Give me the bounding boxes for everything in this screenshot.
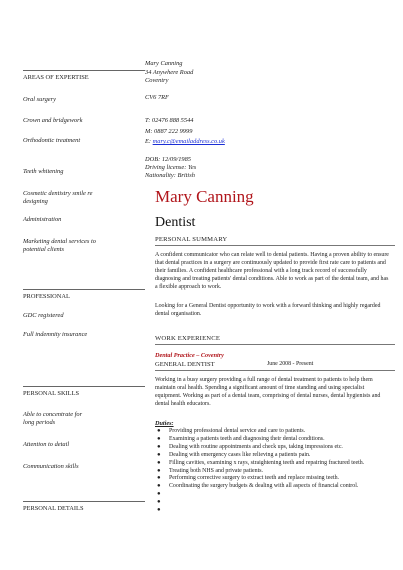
skill-item: Communication skills	[23, 463, 79, 470]
duties-label: Duties:	[155, 420, 174, 427]
duty-text: Providing professional dental service and care to patients.	[169, 428, 306, 434]
area-item: Orthodontic treatment	[23, 137, 81, 144]
area-item: Cosmetic dentistry smile re designing	[23, 190, 93, 205]
duty-text	[169, 507, 170, 513]
bullet-icon: ●	[157, 491, 161, 498]
contact-name: Mary Canning	[145, 60, 183, 67]
divider	[23, 289, 145, 290]
driving-license: Driving license: Yes	[145, 164, 197, 171]
duties-list	[155, 428, 395, 515]
bullet-icon: ●	[157, 459, 161, 466]
divider	[23, 386, 145, 387]
bullet-icon: ●	[157, 467, 161, 474]
area-item: Oral surgery	[23, 96, 56, 103]
summary-text: A confident communicator who can relate well to dental patients. Having a proven ability to ensure that dental practices in a surgery are continuously updated to provide first rate care to patients and their families. A confident healthcare professional with a long track record of successfully diagnosing and treating patients' dental conditions. Able to work as part of the dental team, and has a flexible approach to work.	[155, 252, 389, 290]
list-item	[155, 460, 395, 468]
area-item: Marketing dental services to potential clients	[23, 238, 96, 253]
job-title: Dentist	[155, 215, 196, 230]
area-item: Crown and bridgework	[23, 117, 83, 124]
list-item	[155, 507, 395, 515]
skill-item: Able to concentrate for long periods	[23, 411, 83, 426]
bullet-icon: ●	[157, 507, 161, 514]
professional-item: Full indemnity insurance	[23, 331, 88, 338]
duty-text	[169, 491, 170, 497]
date-of-birth: DOB: 12/09/1985	[145, 156, 191, 163]
postcode: CV6 7RF	[145, 94, 169, 101]
experience-heading: WORK EXPERIENCE	[155, 335, 221, 342]
email-link[interactable]: mary.c@emailaddress.co.uk	[152, 138, 225, 145]
email-row	[145, 138, 225, 146]
duty-text: Treating both NHS and private patients.	[169, 467, 264, 474]
area-item: Administration	[23, 216, 62, 223]
skill-item: Attention to detail	[23, 441, 70, 448]
employer: Dental Practice – Coventry	[155, 352, 224, 359]
nationality: Nationality: British	[145, 172, 195, 179]
bullet-icon: ●	[157, 483, 161, 490]
divider	[23, 70, 145, 71]
mobile: M: 0887 222 9999	[145, 128, 193, 135]
address-line-2: Coventry	[145, 77, 169, 84]
divider	[155, 370, 395, 371]
telephone: T: 02476 888 5544	[145, 117, 194, 124]
professional-item: GDC registered	[23, 312, 64, 319]
area-item: Teeth whitening	[23, 168, 64, 175]
personal-skills-heading: PERSONAL SKILLS	[23, 390, 80, 397]
summary-objective: Looking for a General Dentist opportunity to work with a forward thinking and highly regarded dental organisation.	[155, 303, 381, 317]
list-item	[155, 483, 395, 491]
bullet-icon: ●	[157, 475, 161, 482]
duty-text: Examining a patients teeth and diagnosing their dental conditions.	[169, 435, 325, 442]
divider	[155, 245, 395, 246]
page-title: Mary Canning	[155, 187, 254, 206]
duty-text	[169, 499, 170, 505]
bullet-icon: ●	[157, 443, 161, 450]
email-label: E:	[145, 138, 153, 145]
list-item	[155, 436, 395, 444]
areas-heading: AREAS OF EXPERTISE	[23, 74, 89, 81]
duty-text: Filling cavities, examining x rays, straightening teeth and repairing fractured teeth.	[169, 459, 365, 466]
bullet-icon: ●	[157, 451, 161, 458]
bullet-icon: ●	[157, 435, 161, 442]
list-item	[155, 428, 395, 436]
divider	[155, 344, 395, 345]
personal-details-heading: PERSONAL DETAILS	[23, 505, 84, 512]
employment-dates: June 2008 - Present	[267, 361, 314, 367]
duty-text: Performing corrective surgery to extract teeth and replace missing teeth.	[169, 475, 339, 482]
list-item	[155, 444, 395, 452]
list-item	[155, 491, 395, 499]
list-item	[155, 452, 395, 460]
bullet-icon: ●	[157, 499, 161, 506]
address-line-1: 34 Anywhere Road	[145, 69, 194, 76]
summary-heading: PERSONAL SUMMARY	[155, 236, 228, 243]
divider	[23, 501, 145, 502]
duty-text: Dealing with routine appointments and check ups, taking impressions etc.	[169, 443, 343, 450]
job-description: Working in a busy surgery providing a full range of dental treatment to patients to help them maintain oral health. Spending a significant amount of time standing and using specialist equipment. Working as part of a dental team, comprising of dental nurses, dental hygienists and dental health educators.	[155, 377, 381, 407]
duty-text: Dealing with emergency cases like relieving a patients pain.	[169, 451, 311, 458]
list-item	[155, 499, 395, 507]
role: GENERAL DENTIST	[155, 361, 215, 368]
bullet-icon: ●	[157, 428, 161, 434]
professional-heading: PROFESSIONAL	[23, 293, 70, 300]
duty-text: Coordinating the surgery budgets & dealing with all aspects of financial control.	[169, 483, 359, 490]
